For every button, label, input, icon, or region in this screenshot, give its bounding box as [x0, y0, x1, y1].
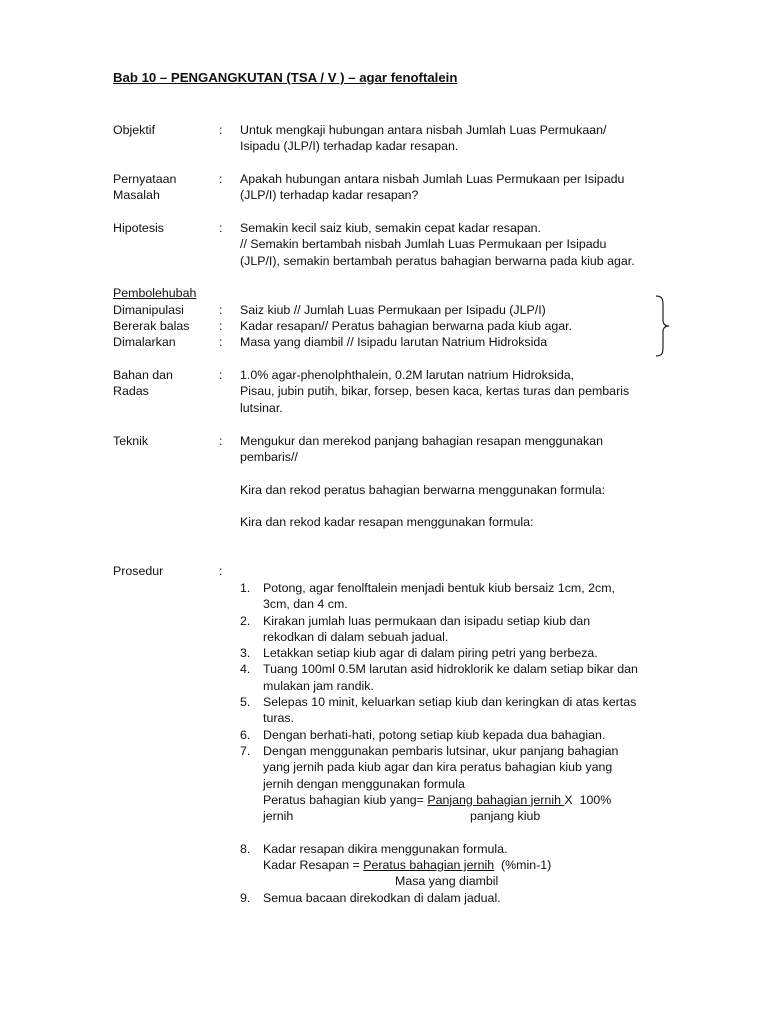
colon: :: [219, 434, 223, 448]
colon: :: [219, 221, 223, 235]
objektif-label: Objektif: [113, 123, 156, 137]
text-line: (JLP/I) terhadap kadar resapan?: [240, 188, 419, 203]
pernyataan-label: [113, 171, 219, 204]
list-item: [240, 841, 700, 890]
text-line: lutsinar.: [240, 400, 283, 415]
pernyataan-text: [240, 171, 695, 204]
label-line: Radas: [113, 384, 149, 399]
text-line: Selepas 10 minit, keluarkan setiap kiub dan keringkan di atas kertas: [263, 695, 637, 710]
formula-numerator: Panjang bahagian jernih: [427, 792, 565, 807]
text-line: Semakin kecil saiz kiub, semakin cepat kadar resapan.: [240, 221, 541, 235]
list-item: [240, 743, 700, 841]
procedure-list: [240, 580, 700, 906]
colon: :: [219, 123, 223, 137]
step-number: 8.: [240, 841, 251, 856]
text-line: Kira dan rekod kadar resapan menggunakan formula:: [240, 515, 534, 530]
step-number: 2.: [240, 613, 251, 628]
objektif-text: [240, 122, 695, 155]
text-line: Apakah hubungan antara nisbah Jumlah Luas Permukaan per Isipadu: [240, 172, 625, 186]
text-line: mulakan jam randik.: [263, 678, 374, 693]
list-item: [240, 645, 700, 661]
step-number: 5.: [240, 695, 251, 710]
text-line: Letakkan setiap kiub agar di dalam piring petri yang berbeza.: [263, 646, 598, 661]
list-item: [240, 661, 700, 694]
text-line: turas.: [263, 711, 294, 726]
colon: :: [219, 335, 223, 349]
text-line: Dengan menggunakan pembaris lutsinar, ukur panjang bahagian: [263, 743, 619, 758]
pembolehubah-heading: Pembolehubah: [113, 286, 197, 300]
formula-denominator: Masa yang diambil: [395, 874, 499, 889]
text-line: rekodkan di dalam sebuah jadual.: [263, 629, 449, 644]
step-number: 6.: [240, 727, 251, 742]
text-line: Untuk mengkaji hubungan antara nisbah Jumlah Luas Permukaan/: [240, 123, 607, 137]
text-line: Semua bacaan direkodkan di dalam jadual.: [263, 890, 501, 905]
text-line: // Semakin bertambah nisbah Jumlah Luas Permukaan per Isipadu: [240, 237, 607, 252]
formula-suffix: X 100%: [564, 792, 612, 807]
formula-percent: [263, 792, 700, 808]
list-item: [240, 727, 700, 743]
text-line: Kadar resapan dikira menggunakan formula.: [263, 841, 508, 856]
colon: :: [219, 564, 223, 578]
text-line: 1.0% agar-phenolphthalein, 0.2M larutan natrium Hidroksida,: [240, 368, 575, 382]
hipotesis-text: [240, 220, 710, 269]
hipotesis-label: Hipotesis: [113, 221, 164, 235]
formula-kadar: [263, 857, 700, 873]
text-line: Dengan berhati-hati, potong setiap kiub kepada dua bahagian.: [263, 727, 606, 742]
text-line: Potong, agar fenolftalein menjadi bentuk kiub bersaiz 1cm, 2cm,: [263, 581, 615, 595]
bererak-balas-value: Kadar resapan// Peratus bahagian berwarna pada kiub agar.: [240, 319, 573, 333]
colon: :: [219, 319, 223, 333]
step-number: 3.: [240, 646, 251, 661]
step-number: 4.: [240, 662, 251, 677]
step-number: 1.: [240, 581, 251, 595]
label-line: Masalah: [113, 188, 160, 203]
bahan-text: [240, 367, 710, 416]
dimalarkan-label: Dimalarkan: [113, 335, 176, 349]
list-item: [240, 580, 700, 613]
text-line: pembaris//: [240, 450, 298, 465]
list-item: [240, 694, 700, 727]
list-item: [240, 890, 700, 906]
formula-numerator: Peratus bahagian jernih: [363, 858, 495, 873]
teknik-text: [240, 433, 695, 531]
formula-text: jernih: [263, 809, 294, 824]
formula-suffix: (%min-1): [494, 858, 552, 873]
bererak-balas-label: Bererak balas: [113, 319, 190, 333]
colon: :: [219, 368, 223, 382]
text-line: Kirakan jumlah luas permukaan dan isipadu setiap kiub dan: [263, 613, 591, 628]
list-item: [240, 613, 700, 646]
formula-prefix: Peratus bahagian kiub yang=: [263, 792, 428, 807]
dimalarkan-value: Masa yang diambil // Isipadu larutan Natrium Hidroksida: [240, 335, 548, 349]
text-line: Pisau, jubin putih, bikar, forsep, besen kaca, kertas turas dan pembaris: [240, 384, 630, 399]
formula-kadar-line2: [263, 873, 700, 889]
text-line: Isipadu (JLP/I) terhadap kadar resapan.: [240, 139, 459, 154]
text-line: jernih dengan menggunakan formula: [263, 776, 465, 791]
formula-percent-line2: [263, 808, 700, 824]
label-line: Bahan dan: [113, 368, 173, 382]
teknik-label: Teknik: [113, 434, 149, 448]
text-line: Kira dan rekod peratus bahagian berwarna menggunakan formula:: [240, 482, 606, 497]
text-line: (JLP/I), semakin bertambah peratus bahagian berwarna pada kiub agar.: [240, 253, 635, 268]
formula-prefix: Kadar Resapan =: [263, 858, 364, 873]
page-title: Bab 10 – PENGANGKUTAN (TSA / V ) – agar fenoftalein: [113, 70, 458, 85]
bahan-label: [113, 367, 219, 400]
dimanipulasi-value: Saiz kiub // Jumlah Luas Permukaan per Isipadu (JLP/I): [240, 302, 546, 317]
text-line: yang jernih pada kiub agar dan kira peratus bahagian kiub yang: [263, 760, 613, 775]
step-number: 9.: [240, 890, 251, 905]
step-number: 7.: [240, 743, 251, 758]
colon: :: [219, 302, 223, 317]
colon: :: [219, 172, 223, 186]
text-line: Mengukur dan merekod panjang bahagian resapan menggunakan: [240, 434, 604, 448]
formula-denominator: panjang kiub: [470, 809, 541, 824]
dimanipulasi-label: Dimanipulasi: [113, 302, 184, 317]
text-line: 3cm, dan 4 cm.: [263, 597, 348, 612]
text-line: Tuang 100ml 0.5M larutan asid hidroklorik ke dalam setiap bikar dan: [263, 662, 638, 677]
label-line: Pernyataan: [113, 172, 177, 186]
prosedur-label: Prosedur: [113, 564, 164, 578]
curly-brace-icon: [652, 294, 674, 358]
